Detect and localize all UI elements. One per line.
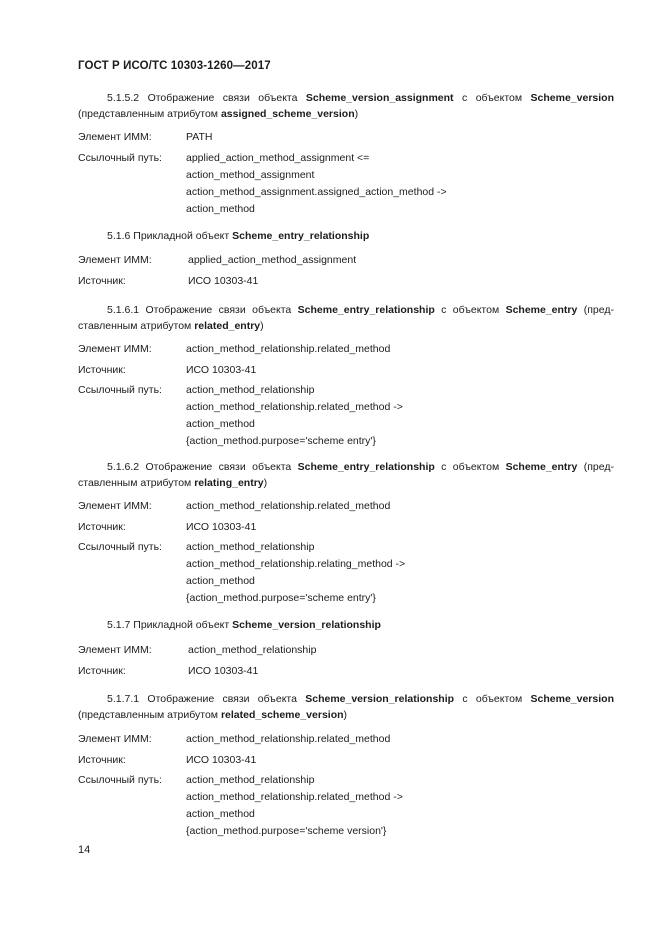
section-heading-5-1-5-2: 5.1.5.2 Отображение связи объекта Scheme_version_assignment с объектом Scheme_version (представленным атрибутом assigned_scheme_version) <box>78 92 614 120</box>
section-heading-5-1-6-1: 5.1.6.1 Отображение связи объекта Scheme_entry_relationship с объектом Scheme_entry (пред- ставленным атрибутом related_entry) <box>78 304 614 332</box>
page-number: 14 <box>78 844 91 856</box>
section-heading-5-1-7: 5.1.7 Прикладной объект Scheme_version_relationship <box>107 619 381 631</box>
section-heading-5-1-7-1: 5.1.7.1 Отображение связи объекта Scheme_version_relationship с объектом Scheme_version (представленным атрибутом related_scheme_version) <box>78 693 614 721</box>
section-heading-5-1-6: 5.1.6 Прикладной объект Scheme_entry_relationship <box>107 230 370 242</box>
section-heading-5-1-6-2: 5.1.6.2 Отображение связи объекта Scheme_entry_relationship с объектом Scheme_entry (пред- ставленным атрибутом relating_entry) <box>78 461 614 489</box>
page-header: ГОСТ Р ИСО/ТС 10303-1260—2017 <box>78 60 271 72</box>
